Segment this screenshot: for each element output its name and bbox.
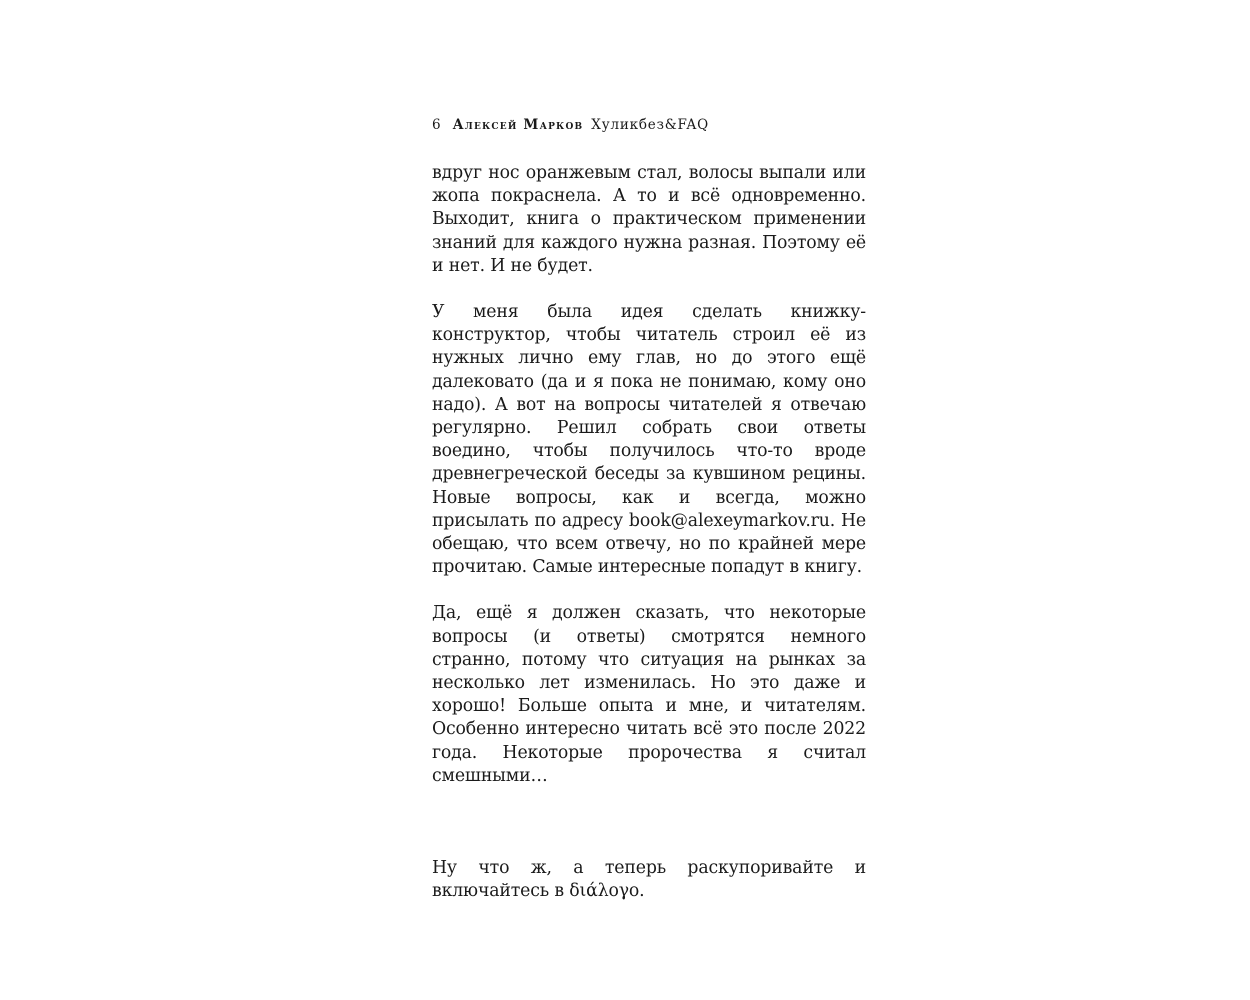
paragraph-book-constructor: У меня была идея сделать книжку-конструктор, чтобы читатель строил её из нужных лично ему глав, но до этого ещё далековато (да и я пока не понимаю, кому оно надо). А вот на вопросы читателей я отвечаю регулярно. Решил собрать свои ответы воедино, чтобы получилось что-то вроде древнегреческой беседы за кувшином рецины. Новые вопросы, как и всегда, можно присылать по адресу book@alexeymarkov.ru. Не обещаю, что всем отвечу, но по крайней мере прочитаю. Самые интересные попадут в книгу. — [432, 302, 866, 578]
paragraph-markets-note: Да, ещё я должен сказать, что некоторые вопросы (и ответы) смотрятся немного странно, потому что ситуация на рынках за несколько лет изменилась. Но это даже и хорошо! Больше опыта и мне, и читателям. Особенно интересно читать всё это после 2022 года. Некоторые пророчества я считал смешными… — [432, 603, 866, 786]
paragraph-closing: Ну что ж, а теперь раскупоривайте и включайтесь в διάλογο. — [432, 858, 866, 902]
book-page — [432, 114, 866, 903]
book-title: Хуликбез&FAQ — [591, 117, 709, 133]
running-header — [432, 114, 866, 136]
author-name: Алексей Марков — [452, 117, 584, 133]
page-number: 6 — [432, 117, 441, 133]
paragraph-continuation: вдруг нос оранжевым стал, волосы выпали или жопа покраснела. А то и всё одновременно. Выходит, книга о практическом применении знаний для каждого нужна разная. Поэтому её и нет. И не будет. — [432, 163, 866, 276]
